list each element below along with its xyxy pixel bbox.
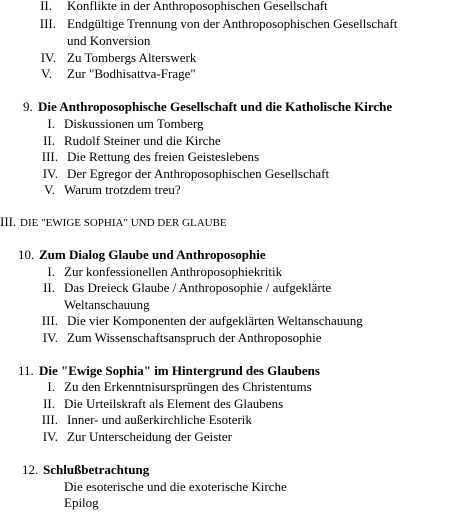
toc-item-title: Rudolf Steiner und die Kirche — [64, 133, 221, 148]
toc-item-title: Zum Wissenschaftsanspruch der Anthroposophie — [67, 330, 322, 345]
chapter-number: 10. — [18, 247, 35, 262]
chapter-heading: Zum Dialog Glaube und Anthroposophie — [39, 247, 266, 262]
toc-item-title: Die Urteilskraft als Element des Glaubens — [64, 396, 284, 411]
toc-item-number: II. — [40, 0, 52, 13]
chapter-heading: Die "Ewige Sophia" im Hintergrund des Glaubens — [39, 363, 320, 378]
chapter-number: 11. — [18, 363, 34, 378]
toc-item-number: V. — [44, 182, 55, 197]
toc-item-number: II. — [43, 396, 55, 411]
toc-item-title: Endgültige Trennung von der Anthroposophischen Gesellschaft — [67, 16, 398, 31]
toc-item-title: Die vier Komponenten der aufgeklärten Weltanschauung — [67, 313, 363, 328]
toc-item-title: Zur konfessionellen Anthroposophiekritik — [64, 264, 283, 279]
toc-item-number: I. — [47, 116, 55, 131]
part-number: III. — [0, 214, 17, 229]
toc-item-number: IV. — [42, 330, 58, 345]
chapter-heading: Die Anthroposophische Gesellschaft und die Katholische Kirche — [38, 99, 393, 114]
toc-item-title: Konflikte in der Anthroposophischen Gesellschaft — [67, 0, 328, 13]
toc-item-number: I. — [47, 264, 55, 279]
toc-item-number: IV. — [42, 166, 58, 181]
toc-item-title: Zu Tombergs Alterswerk — [67, 50, 197, 65]
toc-item-number: III. — [41, 149, 58, 164]
toc-item-title: Diskussionen um Tomberg — [64, 116, 204, 131]
toc-item-title: Der Egregor der Anthroposophischen Gesellschaft — [67, 166, 330, 181]
toc-item-number: III. — [41, 313, 58, 328]
toc-item-number: II. — [43, 133, 55, 148]
toc-item-title: Die Rettung des freien Geisteslebens — [67, 149, 260, 164]
toc-item-title: Warum trotzdem treu? — [64, 182, 181, 197]
chapter-number: 9. — [23, 99, 33, 114]
chapter-heading: Schlußbetrachtung — [43, 462, 150, 477]
toc-item-title: Inner- und außerkirchliche Esoterik — [67, 412, 252, 427]
toc-item-number: III. — [39, 16, 56, 31]
chapter-number: 12. — [22, 462, 39, 477]
toc-item-number: IV. — [42, 429, 58, 444]
toc-item-title: Zu den Erkenntnisursprüngen des Christentums — [64, 379, 312, 394]
toc-item-number: II. — [43, 280, 55, 295]
toc-item-title: Die esoterische und die exoterische Kirche — [64, 479, 287, 494]
toc-item-number: IV. — [40, 50, 56, 65]
toc-item-title: Zur Unterscheidung der Geister — [67, 429, 232, 444]
toc-item-number: I. — [47, 379, 55, 394]
toc-item-number: III. — [41, 412, 58, 427]
toc-item-title: Epilog — [64, 495, 99, 510]
toc-item-title-continued: und Konversion — [67, 33, 151, 48]
toc-item-number: V. — [41, 66, 52, 81]
toc-item-title: Das Dreieck Glaube / Anthroposophie / aufgeklärte — [64, 280, 332, 295]
part-title: DIE "EWIGE SOPHIA" UND DER GLAUBE — [20, 217, 227, 229]
toc-item-title: Zur "Bodhisattva-Frage" — [67, 66, 196, 81]
toc-item-title-continued: Weltanschauung — [64, 297, 150, 312]
